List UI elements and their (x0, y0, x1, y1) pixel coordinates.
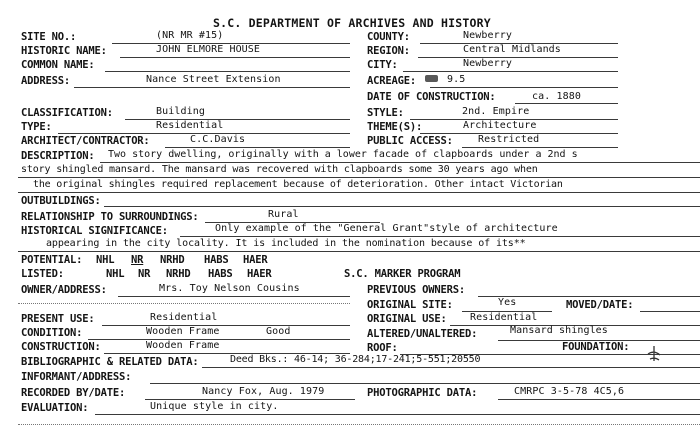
county-label: COUNTY: (367, 31, 410, 43)
outbuildings-label: OUTBUILDINGS: (21, 195, 101, 207)
potential-nrhd: NRHD (160, 254, 185, 266)
description-rule-1 (100, 162, 700, 163)
informant-label: INFORMANT/ADDRESS: (21, 371, 132, 383)
bibliographic-label: BIBLIOGRAPHIC & RELATED DATA: (21, 356, 199, 368)
recorded-by-label: RECORDED BY/DATE: (21, 387, 126, 399)
historic-name-line (120, 57, 350, 58)
acreage-label: ACREAGE: (367, 75, 416, 87)
common-name-label: COMMON NAME: (21, 59, 95, 71)
construction-value: Wooden Frame (146, 340, 220, 351)
potential-haer: HAER (243, 254, 268, 266)
type-label: TYPE: (21, 121, 52, 133)
address-value: Nance Street Extension (146, 74, 281, 85)
significance-line-2: appearing in the city locality. It is included in the nomination because of its** (46, 238, 526, 249)
site-no-label: SITE NO.: (21, 31, 77, 43)
description-rule-3 (18, 192, 700, 193)
potential-nr-marked: NR (131, 254, 144, 266)
county-value: Newberry (463, 30, 512, 41)
listed-habs: HABS (208, 268, 233, 280)
original-use-label: ORIGINAL USE: (367, 313, 447, 325)
style-value: 2nd. Empire (462, 106, 530, 117)
altered-label: ALTERED/UNALTERED: (367, 328, 478, 340)
condition-line (88, 339, 350, 340)
bottom-dotted-line (18, 424, 700, 425)
listed-label: LISTED: (21, 268, 64, 280)
photographic-label: PHOTOGRAPHIC DATA: (367, 387, 478, 399)
potential-label: POTENTIAL: (21, 254, 83, 266)
photographic-value: CMRPC 3-5-78 4C5,6 (514, 386, 625, 397)
handwritten-mark (644, 345, 664, 363)
owner-extra-line (18, 303, 350, 304)
address-line (74, 87, 350, 88)
moved-date-line (640, 311, 700, 312)
region-line (418, 57, 618, 58)
photographic-line (498, 399, 700, 400)
description-line-1: Two story dwelling, originally with a lower facade of clapboards under a 2nd s (108, 149, 578, 160)
common-name-line (105, 71, 350, 72)
classification-label: CLASSIFICATION: (21, 107, 113, 119)
architect-value: C.C.Davis (190, 134, 246, 145)
city-value: Newberry (463, 58, 512, 69)
moved-date-label: MOVED/DATE: (566, 299, 634, 311)
public-access-label: PUBLIC ACCESS: (367, 135, 453, 147)
acreage-value: 9.5 (447, 74, 466, 85)
recorded-by-value: Nancy Fox, Aug. 1979 (202, 386, 325, 397)
significance-line-1: Only example of the "General Grant"style of architecture (215, 223, 558, 234)
acreage-line (430, 87, 618, 88)
relationship-value: Rural (268, 209, 299, 220)
owner-line (118, 296, 350, 297)
owner-label: OWNER/ADDRESS: (21, 284, 107, 296)
original-use-value: Residential (470, 312, 538, 323)
region-value: Central Midlands (463, 44, 561, 55)
themes-label: THEME(S): (367, 121, 423, 133)
public-access-value: Restricted (478, 134, 540, 145)
date-construction-label: DATE OF CONSTRUCTION: (367, 91, 496, 103)
city-label: CITY: (367, 59, 398, 71)
construction-label: CONSTRUCTION: (21, 341, 101, 353)
architect-line (165, 147, 350, 148)
style-label: STYLE: (367, 107, 404, 119)
description-line-3: the original shingles required replacement because of deterioration. Other intact Victorian (33, 179, 563, 190)
condition-rating: Good (266, 326, 291, 337)
marker-program-heading: S.C. MARKER PROGRAM (344, 268, 461, 280)
significance-rule-2 (18, 251, 700, 252)
region-label: REGION: (367, 45, 410, 57)
foundation-label: FOUNDATION: (562, 341, 630, 353)
address-label: ADDRESS: (21, 75, 70, 87)
type-value: Residential (156, 120, 224, 131)
evaluation-value: Unique style in city. (150, 401, 279, 412)
listed-haer: HAER (247, 268, 272, 280)
historic-name-value: JOHN ELMORE HOUSE (156, 44, 261, 55)
significance-rule-1 (180, 236, 700, 237)
listed-nrhd: NRHD (166, 268, 191, 280)
informant-line (150, 383, 700, 384)
present-use-line (102, 325, 350, 326)
ink-smudge (425, 75, 438, 82)
significance-label: HISTORICAL SIGNIFICANCE: (21, 225, 168, 237)
description-label: DESCRIPTION: (21, 150, 95, 162)
listed-nhl: NHL (106, 268, 125, 280)
classification-value: Building (156, 106, 205, 117)
city-line (403, 71, 618, 72)
present-use-label: PRESENT USE: (21, 313, 95, 325)
previous-owners-label: PREVIOUS OWNERS: (367, 284, 465, 296)
present-use-value: Residential (150, 312, 218, 323)
recorded-by-line (145, 399, 355, 400)
description-rule-2 (18, 177, 700, 178)
date-construction-value: ca. 1880 (532, 91, 581, 102)
condition-label: CONDITION: (21, 327, 83, 339)
outbuildings-line (104, 206, 700, 207)
form-title: S.C. DEPARTMENT OF ARCHIVES AND HISTORY (213, 16, 491, 30)
listed-nr: NR (138, 268, 151, 280)
owner-value: Mrs. Toy Nelson Cousins (159, 283, 300, 294)
description-line-2: story shingled mansard. The mansard was recovered with clapboards some 30 years ago when (21, 164, 538, 175)
potential-nhl: NHL (96, 254, 115, 266)
condition-value: Wooden Frame (146, 326, 220, 337)
public-access-line (462, 147, 618, 148)
evaluation-label: EVALUATION: (21, 402, 89, 414)
themes-value: Architecture (463, 120, 537, 131)
date-construction-line (515, 103, 618, 104)
potential-habs: HABS (204, 254, 229, 266)
altered-value: Mansard shingles (510, 325, 608, 336)
architect-label: ARCHITECT/CONTRACTOR: (21, 135, 150, 147)
original-site-value: Yes (498, 297, 517, 308)
site-no-value: (NR MR #15) (156, 30, 224, 41)
historic-name-label: HISTORIC NAME: (21, 45, 107, 57)
bibliographic-line (202, 367, 700, 368)
roof-label: ROOF: (367, 342, 398, 354)
bibliographic-value: Deed Bks.: 46-14; 36-284;17-241;5-551;20550 (230, 354, 481, 365)
evaluation-line (95, 414, 700, 415)
relationship-label: RELATIONSHIP TO SURROUNDINGS: (21, 211, 199, 223)
original-site-label: ORIGINAL SITE: (367, 299, 453, 311)
